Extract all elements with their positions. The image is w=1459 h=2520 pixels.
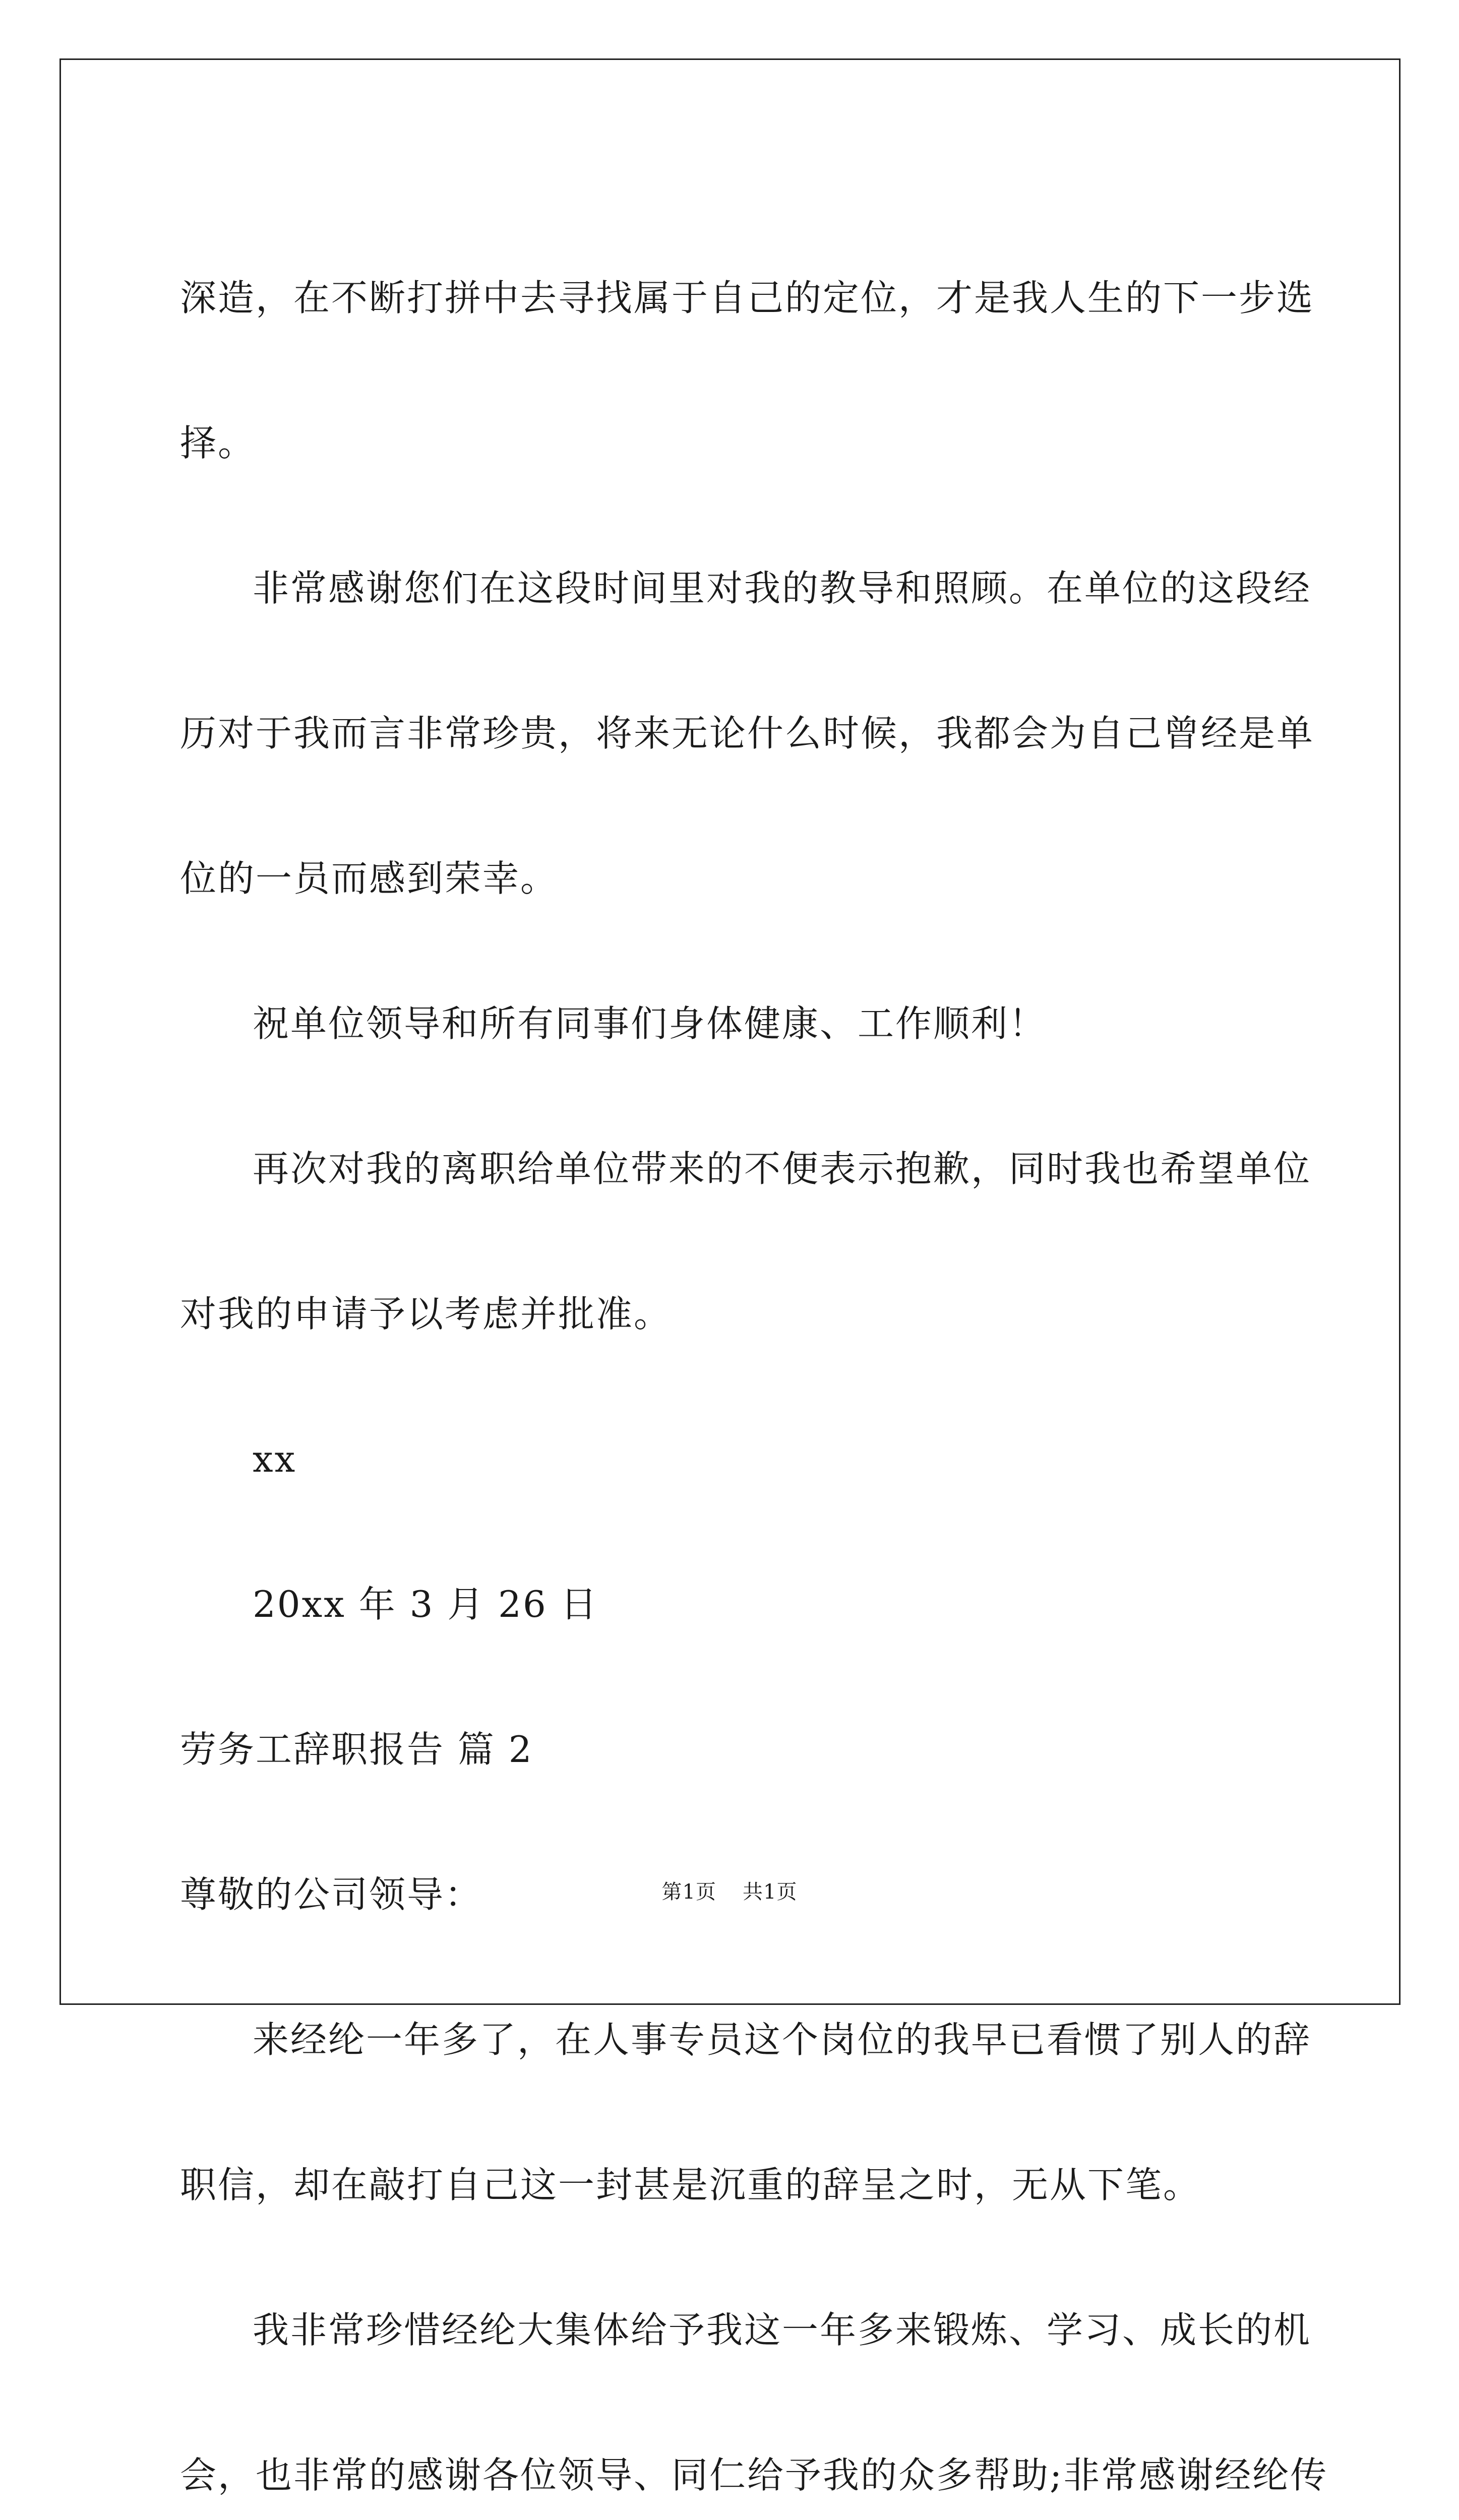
- salutation: 尊敬的公司领导：: [180, 1873, 483, 1916]
- total-pages-label: 共1页: [743, 1880, 798, 1904]
- body-line: 我非常珍惜经纶大集体给予我这一年多来锻炼、学习、成长的机: [253, 2309, 1312, 2351]
- body-line: 位的一员而感到荣幸。: [180, 857, 559, 900]
- body-line: 深造，在不断打拼中去寻找属于自己的定位，才是我人生的下一步选: [180, 277, 1315, 319]
- body-line: 职信，却在敲打自己这一封甚是沉重的辞呈之时，无从下笔。: [180, 2164, 1201, 2206]
- body-line: 择。: [180, 422, 256, 464]
- body-line: 非常感谢您们在这段时间里对我的教导和照顾。在单位的这段经: [253, 567, 1312, 609]
- body-line: 再次对我的离职给单位带来的不便表示抱歉，同时我也希望单位: [253, 1148, 1312, 1190]
- body-line: 来经纶一年多了，在人事专员这个岗位的我早已看惯了别人的辞: [253, 2019, 1312, 2061]
- body-line: 历对于我而言非常珍贵，将来无论什么时候，我都会为自己曾经是单: [180, 712, 1315, 754]
- document-body: [180, 193, 1328, 2520]
- signature-date: 20xx 年 3 月 26 日: [253, 1583, 598, 1625]
- current-page-label: 第1页: [661, 1880, 716, 1904]
- body-line: 会，也非常的感谢各位领导、同仁给予我的众多帮助;非常感谢经纶传: [180, 2454, 1328, 2496]
- signature-name: xx: [253, 1438, 297, 1480]
- body-line: 对我的申请予以考虑并批准。: [180, 1293, 672, 1335]
- page-footer: [0, 1876, 1459, 1905]
- body-line: 祝单位领导和所有同事们身体健康、工作顺利！: [253, 1002, 1047, 1045]
- section-heading: 劳务工辞职报告 篇 2: [180, 1728, 533, 1771]
